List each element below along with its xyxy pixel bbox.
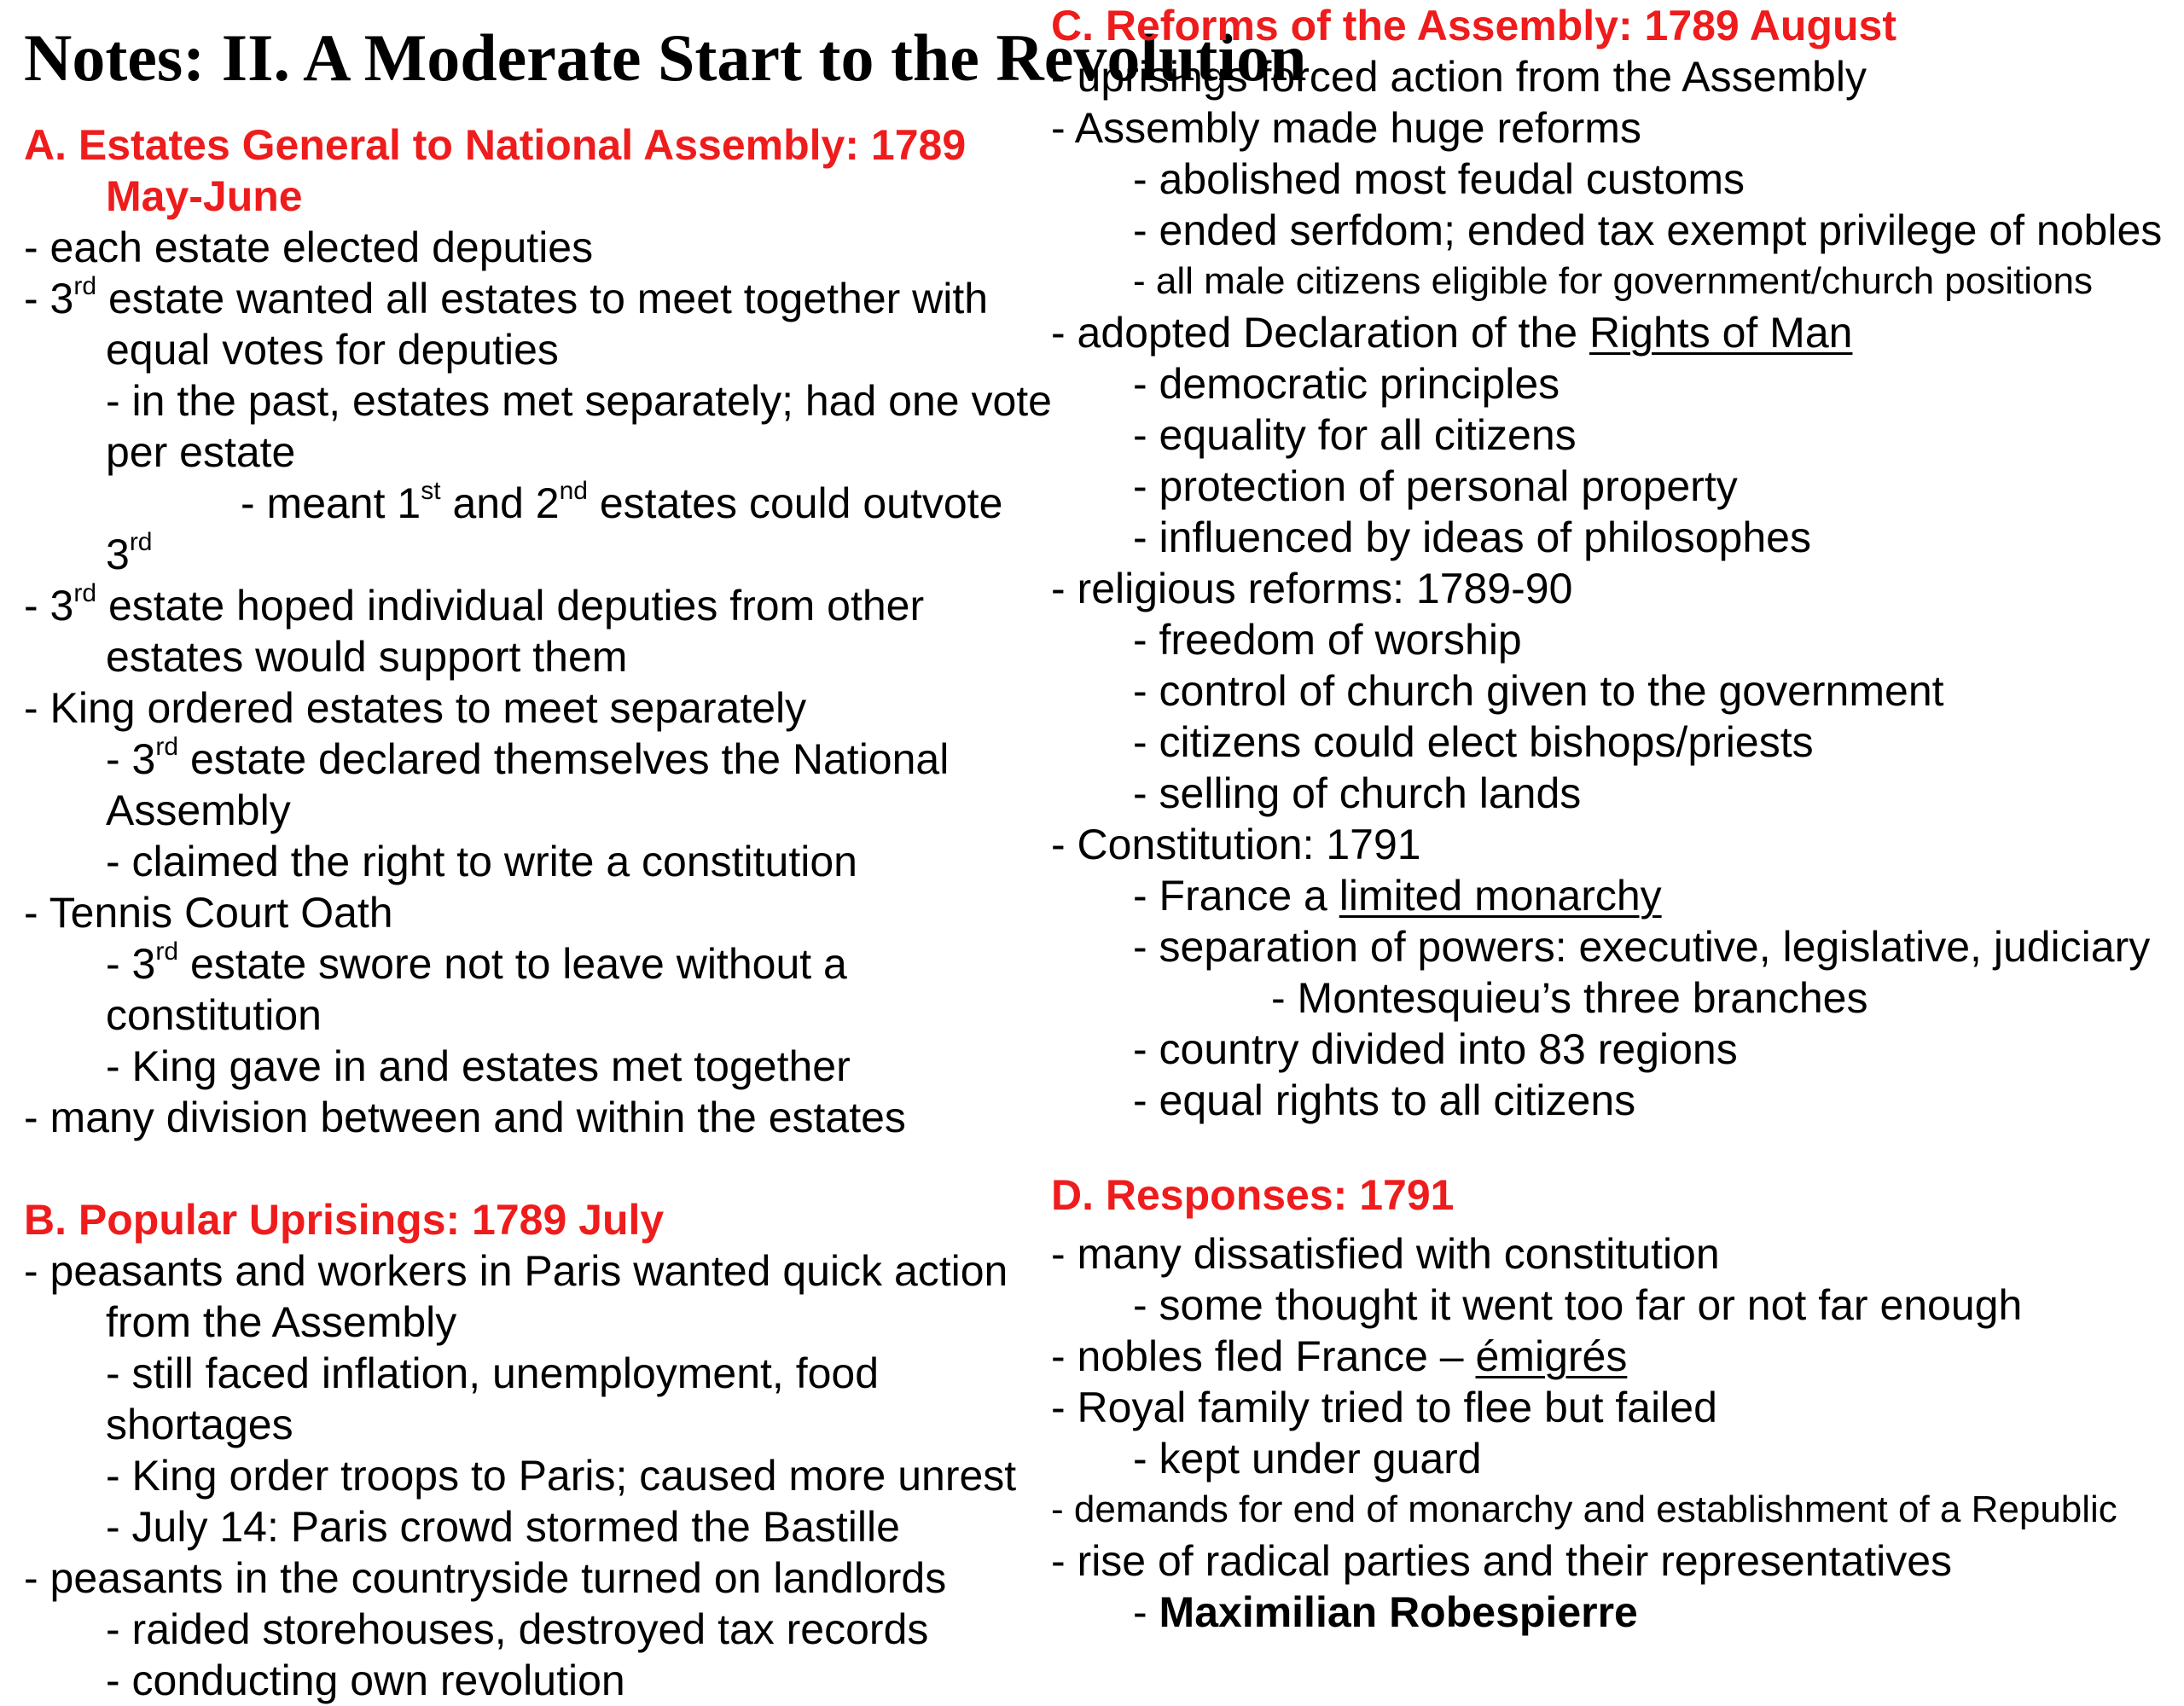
- note-line: - country divided into 83 regions: [1133, 1025, 1738, 1073]
- section-a-heading-cont: May-June: [106, 172, 303, 220]
- note-line: - uprisings forced action from the Assembly: [1051, 53, 1867, 101]
- note-line: - France a limited monarchy: [1133, 872, 1662, 920]
- note-line: - Montesquieu’s three branches: [1271, 974, 1868, 1022]
- section-c-heading: C. Reforms of the Assembly: 1789 August: [1051, 2, 1896, 49]
- note-line: 3rd: [106, 528, 153, 578]
- note-line: - influenced by ideas of philosophes: [1133, 514, 1811, 561]
- note-line: - citizens could elect bishops/priests: [1133, 718, 1814, 766]
- note-line: - 3rd estate wanted all estates to meet together with: [24, 272, 989, 322]
- note-line: - religious reforms: 1789-90: [1051, 565, 1573, 612]
- robespierre-name: Maximilian Robespierre: [1159, 1588, 1638, 1636]
- note-line: - King order troops to Paris; caused more unrest: [106, 1452, 1017, 1500]
- note-line: - each estate elected deputies: [24, 223, 594, 271]
- note-line: - equal rights to all citizens: [1133, 1076, 1636, 1124]
- section-a: [24, 119, 1052, 1143]
- left-column: [24, 119, 1052, 1706]
- note-line: - King gave in and estates met together: [106, 1042, 851, 1090]
- note-line: - Royal family tried to flee but failed: [1051, 1384, 1717, 1431]
- note-line: - 3rd estate declared themselves the National: [106, 733, 950, 783]
- section-b-heading: B. Popular Uprisings: 1789 July: [24, 1196, 665, 1244]
- note-line: - rise of radical parties and their representatives: [1051, 1537, 1953, 1585]
- note-line: - still faced inflation, unemployment, food: [106, 1349, 880, 1397]
- note-line: shortages: [106, 1401, 293, 1448]
- note-line: - adopted Declaration of the Rights of Man: [1051, 309, 1853, 357]
- note-line: - meant 1st and 2nd estates could outvote: [241, 477, 1003, 527]
- note-line: - some thought it went too far or not far enough: [1133, 1281, 2023, 1329]
- note-line: - control of church given to the government: [1133, 667, 1944, 715]
- note-line: - 3rd estate hoped individual deputies from other: [24, 579, 925, 630]
- note-line: estates would support them: [106, 633, 628, 681]
- right-column: [1051, 0, 2184, 1638]
- section-b: [24, 1194, 1048, 1706]
- note-line: - separation of powers: executive, legislative, judiciary: [1133, 923, 2151, 971]
- note-line: - kept under guard: [1133, 1435, 1482, 1483]
- note-line: - many division between and within the estates: [24, 1094, 906, 1141]
- section-d: [1051, 1162, 2184, 1638]
- note-line: - nobles fled France – émigrés: [1051, 1332, 1628, 1380]
- note-line: - July 14: Paris crowd stormed the Bastille: [106, 1503, 900, 1551]
- note-line: - freedom of worship: [1133, 616, 1522, 664]
- note-line: - ended serfdom; ended tax exempt privilege of nobles: [1133, 206, 2163, 254]
- note-line: - Tennis Court Oath: [24, 889, 393, 937]
- note-line: - Maximilian Robespierre: [1133, 1588, 1638, 1636]
- note-line: - all male citizens eligible for government/church positions: [1133, 260, 2093, 302]
- note-line: - protection of personal property: [1133, 462, 1738, 510]
- note-line: - equality for all citizens: [1133, 411, 1577, 459]
- note-line: per estate: [106, 428, 296, 476]
- note-line: - selling of church lands: [1133, 769, 1582, 817]
- section-d-heading: D. Responses: 1791: [1051, 1171, 1455, 1219]
- note-line: - 3rd estate swore not to leave without a: [106, 937, 847, 988]
- note-line: - democratic principles: [1133, 360, 1560, 408]
- note-line: from the Assembly: [106, 1298, 457, 1346]
- note-line: - peasants and workers in Paris wanted quick action: [24, 1247, 1008, 1295]
- note-line: - Constitution: 1791: [1051, 821, 1421, 868]
- note-line: - conducting own revolution: [106, 1657, 625, 1704]
- note-line: - demands for end of monarchy and establishment of a Republic: [1051, 1488, 2117, 1530]
- note-line: constitution: [106, 991, 322, 1039]
- section-c: [1051, 0, 2184, 1126]
- note-line: - peasants in the countryside turned on landlords: [24, 1554, 947, 1602]
- note-line: - in the past, estates met separately; had one vote: [106, 377, 1052, 425]
- note-line: equal votes for deputies: [106, 326, 559, 374]
- note-line: - abolished most feudal customs: [1133, 155, 1745, 203]
- note-line: - claimed the right to write a constitution: [106, 838, 857, 885]
- page-title: Notes: II. A Moderate Start to the Revolution: [24, 20, 1307, 95]
- note-line: - Assembly made huge reforms: [1051, 104, 1641, 152]
- note-line: Assembly: [106, 786, 291, 834]
- note-line: - many dissatisfied with constitution: [1051, 1230, 1720, 1278]
- section-a-heading: A. Estates General to National Assembly: 1789: [24, 121, 967, 169]
- note-line: - raided storehouses, destroyed tax records: [106, 1605, 929, 1653]
- note-line: - King ordered estates to meet separately: [24, 684, 807, 732]
